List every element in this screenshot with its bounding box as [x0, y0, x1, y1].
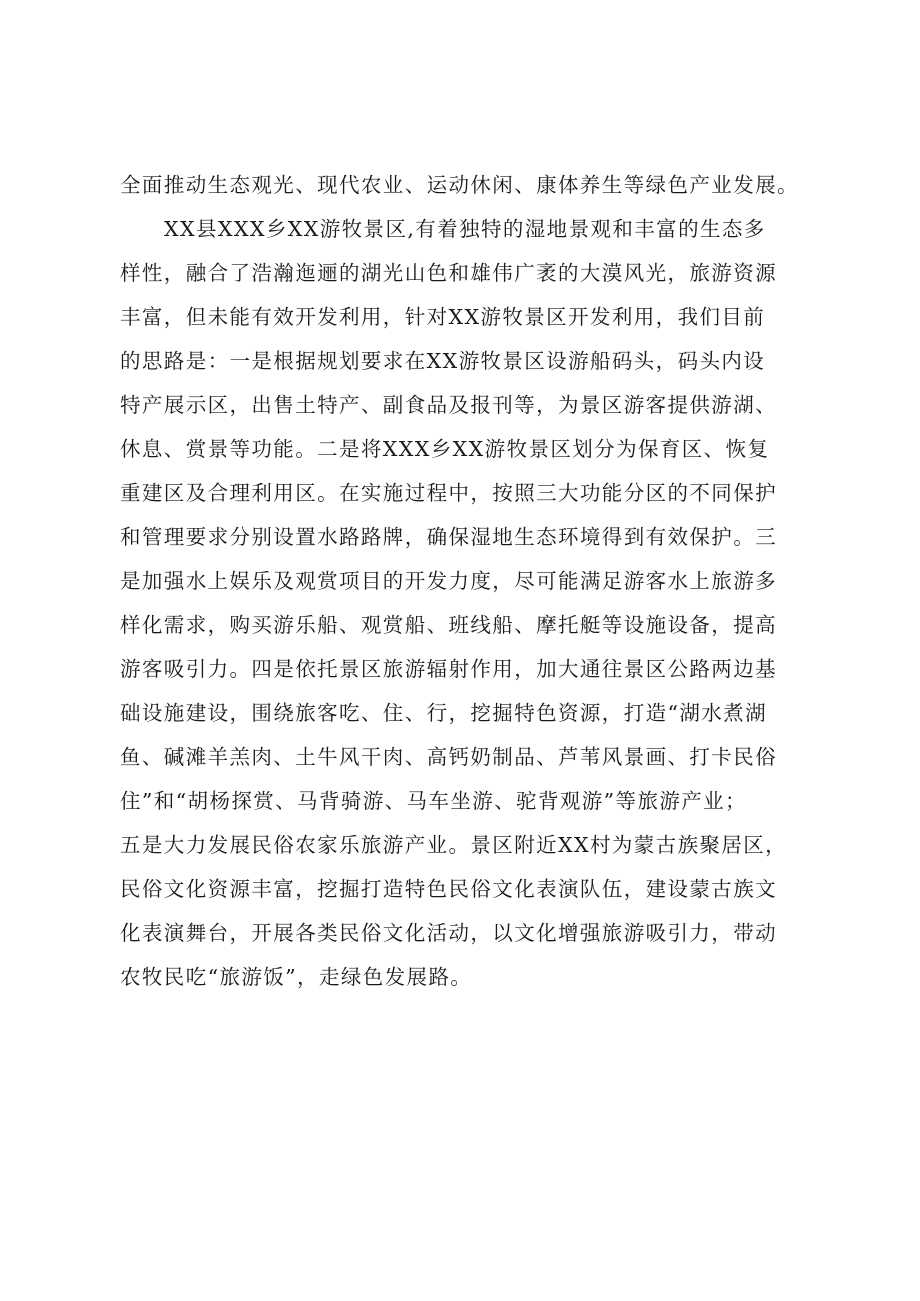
text-line: 农牧民吃“旅游饭”，走绿色发展路。	[120, 965, 473, 989]
text-line: 休息、赏景等功能。二是将XXX乡XX游牧景区划分为保育区、恢复	[120, 437, 770, 461]
text-line: 的思路是：一是根据规划要求在XX游牧景区设游船码头，码头内设	[120, 349, 766, 373]
text-line: 五是大力发展民俗农家乐旅游产业。景区附近XX村为蒙古族聚居区，	[120, 833, 788, 857]
text-line: 游客吸引力。四是依托景区旅游辐射作用，加大通往景区公路两边基	[120, 657, 777, 681]
text-line: 全面推动生态观光、现代农业、运动休闲、康体养生等绿色产业发展。	[120, 173, 799, 197]
text-line: 特产展示区，出售土特产、副食品及报刊等，为景区游客提供游湖、	[120, 393, 777, 417]
text-line: 民俗文化资源丰富，挖掘打造特色民俗文化表演队伍，建设蒙古族文	[120, 877, 777, 901]
text-line: 础设施建设，围绕旅客吃、住、行，挖掘特色资源，打造“湖水煮湖	[120, 701, 767, 725]
text-line: 化表演舞台，开展各类民俗文化活动，以文化增强旅游吸引力，带动	[120, 921, 777, 945]
text-line: 鱼、碱滩羊羔肉、土牛风干肉、高钙奶制品、芦苇风景画、打卡民俗	[120, 745, 777, 769]
text-line: 重建区及合理利用区。在实施过程中，按照三大功能分区的不同保护	[120, 481, 777, 505]
text-line: XX县XXX乡XX游牧景区,有着独特的湿地景观和丰富的生态多	[164, 217, 766, 241]
text-line: 样化需求，购买游乐船、观赏船、班线船、摩托艇等设施设备，提高	[120, 613, 777, 637]
text-line: 样性，融合了浩瀚迤逦的湖光山色和雄伟广袤的大漠风光，旅游资源	[120, 261, 777, 285]
text-line: 和管理要求分别设置水路路牌，确保湿地生态环境得到有效保护。三	[120, 525, 777, 549]
text-line: 住”和“胡杨探赏、马背骑游、马车坐游、驼背观游”等旅游产业；	[120, 789, 747, 813]
text-line: 是加强水上娱乐及观赏项目的开发力度，尽可能满足游客水上旅游多	[120, 569, 777, 593]
text-line: 丰富，但未能有效开发利用，针对XX游牧景区开发利用，我们目前	[120, 305, 766, 329]
